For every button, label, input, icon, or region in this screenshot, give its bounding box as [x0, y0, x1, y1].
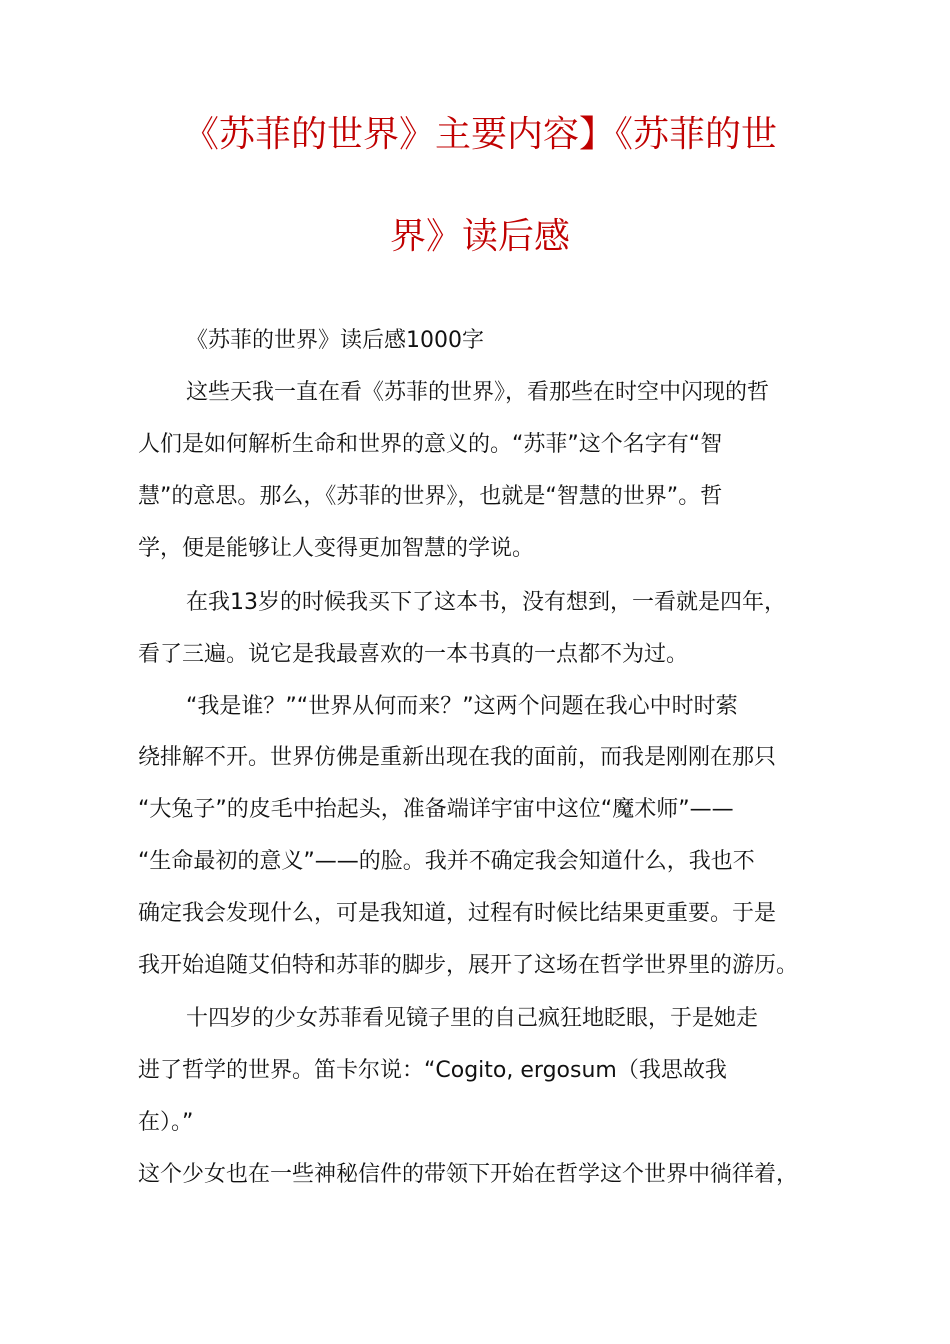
- document-subtitle: 《苏菲的世界》读后感1000字: [186, 328, 484, 353]
- paragraph-line: 绕排解不开。世界仿佛是重新出现在我的面前，而我是刚刚在那只: [138, 745, 777, 770]
- paragraph-line: 人们是如何解析生命和世界的意义的。“苏菲”这个名字有“智: [138, 432, 723, 457]
- document-title-line-2: 界》读后感: [389, 216, 570, 257]
- paragraph-line: 看了三遍。说它是我最喜欢的一本书真的一点都不为过。: [138, 642, 689, 667]
- paragraph-line: 这些天我一直在看《苏菲的世界》，看那些在时空中闪现的哲: [186, 380, 770, 405]
- paragraph-line: 十四岁的少女苏菲看见镜子里的自己疯狂地眨眼，于是她走: [186, 1006, 759, 1031]
- paragraph-line: 确定我会发现什么，可是我知道，过程有时候比结果更重要。于是: [138, 901, 777, 926]
- paragraph-line: 在我13岁的时候我买下了这本书，没有想到，一看就是四年，: [186, 590, 786, 615]
- paragraph-line: 在）。”: [138, 1110, 194, 1135]
- paragraph-line: 进了哲学的世界。笛卡尔说：“Cogito, ergosum（我思故我: [138, 1058, 727, 1083]
- document-title-line-1: 《苏菲的世界》主要内容】《苏菲的世: [182, 114, 777, 155]
- paragraph-line: 我开始追随艾伯特和苏菲的脚步，展开了这场在哲学世界里的游历。: [138, 953, 799, 978]
- paragraph-line: 这个少女也在一些神秘信件的带领下开始在哲学这个世界中徜徉着，: [138, 1162, 799, 1187]
- paragraph-line: “我是谁？”“世界从何而来？”这两个问题在我心中时时萦: [186, 694, 738, 719]
- paragraph-line: “大兔子”的皮毛中抬起头，准备端详宇宙中这位“魔术师”——: [138, 797, 734, 822]
- paragraph-line: “生命最初的意义”——的脸。我并不确定我会知道什么，我也不: [138, 849, 755, 874]
- paragraph-line: 慧”的意思。那么，《苏菲的世界》，也就是“智慧的世界”。哲: [138, 484, 723, 509]
- paragraph-line: 学，便是能够让人变得更加智慧的学说。: [138, 536, 535, 561]
